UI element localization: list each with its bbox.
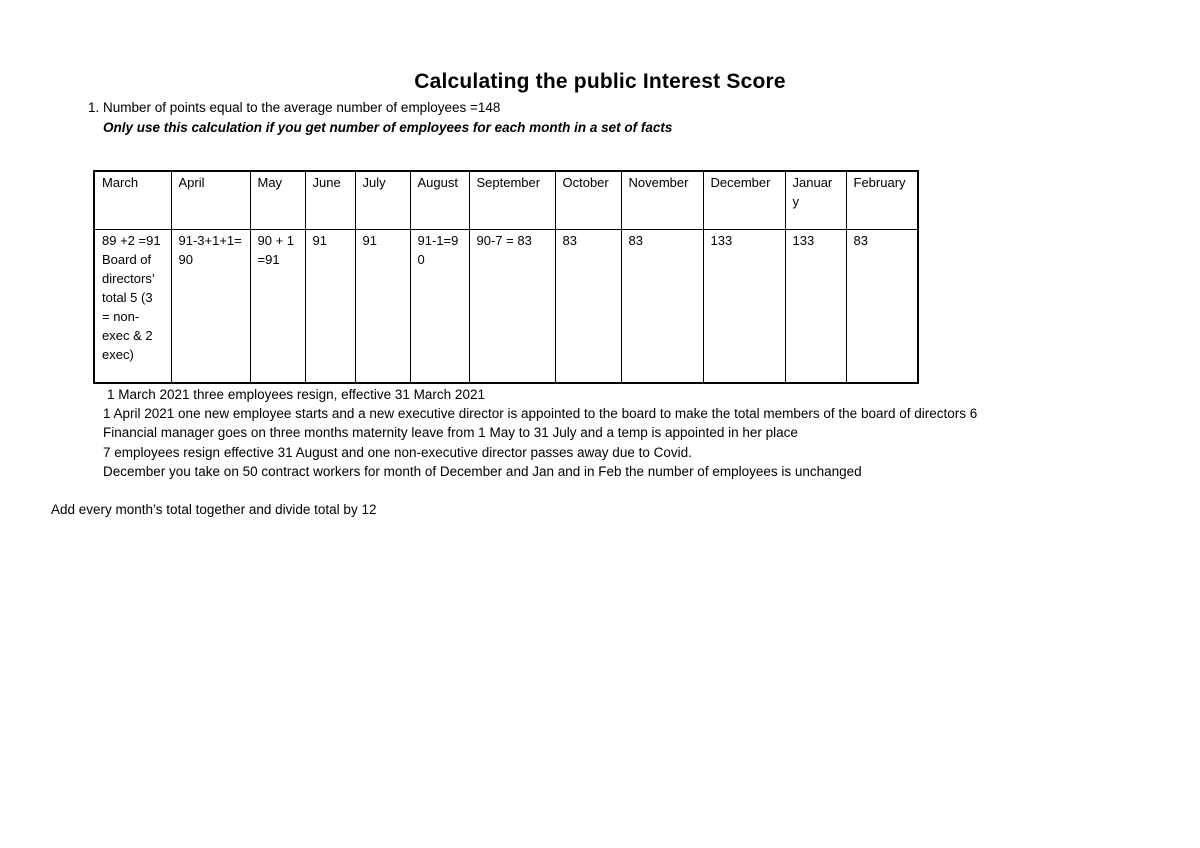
- monthly-employees-table: [93, 170, 919, 384]
- header-cell-july: July: [355, 171, 410, 230]
- note-line: Financial manager goes on three months maternity leave from 1 May to 31 July and a temp is appointed in her place: [103, 425, 798, 441]
- note-line: December you take on 50 contract workers for month of December and Jan and in Feb the number of employees is unchanged: [103, 463, 862, 479]
- value-cell-october: 83: [555, 230, 621, 384]
- value-cell-december: 133: [703, 230, 785, 384]
- value-cell-september: 90-7 = 83: [469, 230, 555, 384]
- header-cell-may: May: [250, 171, 305, 230]
- note-line: 7 employees resign effective 31 August and one non-executive director passes away due to Covid.: [103, 444, 692, 460]
- header-cell-january: January: [785, 171, 846, 230]
- header-cell-december: December: [703, 171, 785, 230]
- value-cell-august: 91-1=90: [410, 230, 469, 384]
- value-cell-november: 83: [621, 230, 703, 384]
- footer-instruction: Add every month’s total together and divide total by 12: [51, 502, 377, 517]
- calculation-note: Only use this calculation if you get number of employees for each month in a set of facts: [103, 120, 673, 135]
- value-cell-march: 89 +2 =91 Board of directors’ total 5 (3 = non-exec & 2 exec): [94, 230, 171, 384]
- value-cell-june: 91: [305, 230, 355, 384]
- header-cell-april: April: [171, 171, 250, 230]
- facts-notes: [103, 385, 977, 481]
- value-cell-july: 91: [355, 230, 410, 384]
- list-item: [88, 98, 501, 117]
- table-header-row: [94, 171, 918, 230]
- list-item-number: 1.: [88, 100, 100, 115]
- header-cell-june: June: [305, 171, 355, 230]
- document-title: Calculating the public Interest Score: [414, 70, 786, 93]
- note-line: 1 April 2021 one new employee starts and a new executive director is appointed to the board to make the total members of the board of directors 6: [103, 406, 978, 422]
- value-cell-may: 90 + 1=91: [250, 230, 305, 384]
- value-cell-january: 133: [785, 230, 846, 384]
- header-cell-august: August: [410, 171, 469, 230]
- value-cell-april: 91-3+1+1=90: [171, 230, 250, 384]
- header-cell-september: September: [469, 171, 555, 230]
- note-line: 1 March 2021 three employees resign, effective 31 March 2021: [107, 387, 485, 402]
- table-values-row: [94, 230, 918, 384]
- header-cell-march: March: [94, 171, 171, 230]
- header-cell-november: November: [621, 171, 703, 230]
- value-cell-february: 83: [846, 230, 918, 384]
- header-cell-february: February: [846, 171, 918, 230]
- header-cell-october: October: [555, 171, 621, 230]
- list-item-text: Number of points equal to the average number of employees =148: [103, 100, 501, 115]
